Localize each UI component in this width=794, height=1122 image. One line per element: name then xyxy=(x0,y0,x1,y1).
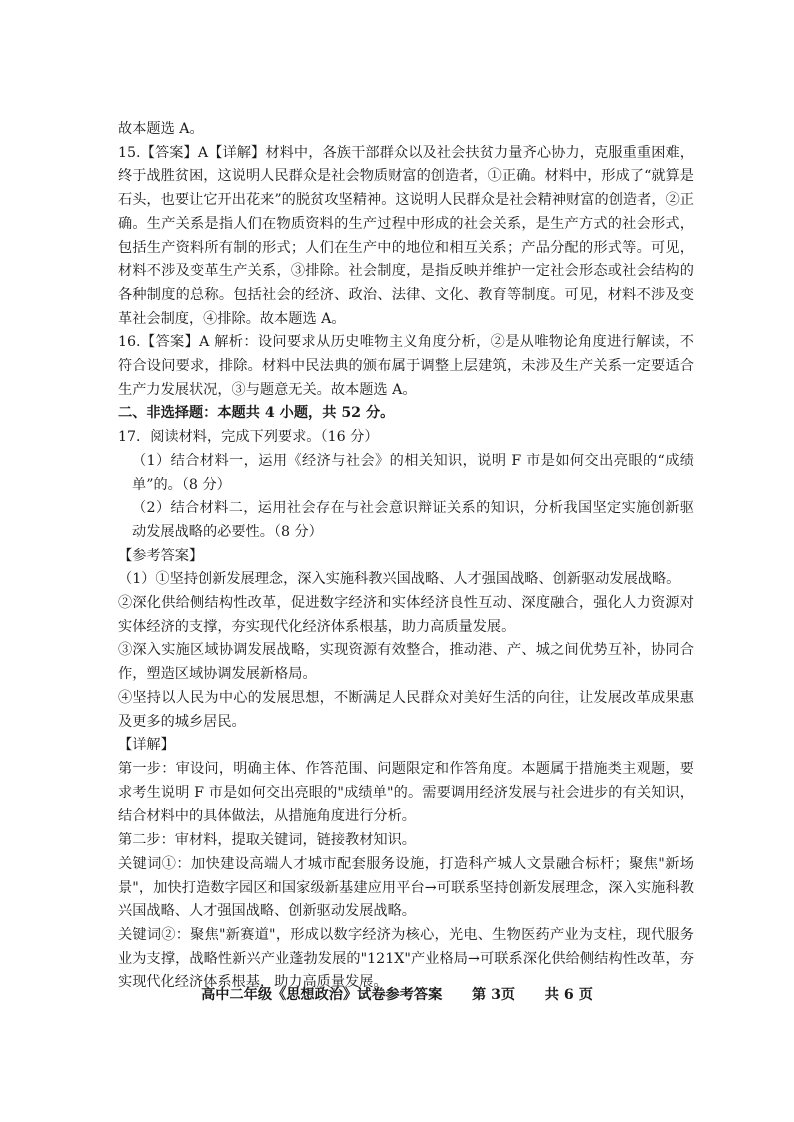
reference-answer-heading: 【参考答案】 xyxy=(118,547,204,564)
answer-point-1: （1）①坚持创新发展理念，深入实施科教兴国战略、人才强国战略、创新驱动发展战略。 xyxy=(118,571,681,588)
answer-point-2: ②深化供给侧结构性改革，促进数字经济和实体经济良性互动、深度融合，强化人力资源对实体经济的支撑，夯实现代化经济体系根基，助力高质量发展。 xyxy=(118,595,694,635)
footer-title: 高中二年级《思想政治》试卷参考答案 xyxy=(201,987,443,1003)
answer-point-4: ④坚持以人民为中心的发展思想，不断满足人民群众对美好生活的向往，让发展改革成果惠及更多的城乡居民。 xyxy=(118,689,694,730)
paragraph-answer-16: 16.【答案】A 解析：设问要求从历史唯物主义角度分析，②是从唯物论角度进行解读，不符合设问要求，排除。材料中民法典的颁布属于调整上层建筑，未涉及生产关系一定要适合生产力发展状况，③与题意无关。故本题选 A。 xyxy=(118,334,694,398)
answer-point-3: ③深入实施区域协调发展战略，实现资源有效整合，推动港、产、城之间优势互补，协同合作，塑造区域协调发展新格局。 xyxy=(118,642,694,683)
detail-heading: 【详解】 xyxy=(118,737,175,754)
paragraph-conclusion-14: 故本题选 A。 xyxy=(118,121,204,137)
detail-step-1: 第一步：审设问，明确主体、作答范围、问题限定和作答角度。本题属于措施类主观题，要求考生说明 F 市是如何交出亮眼的"成绩单"的。需要调用经济发展与社会进步的有关知识，结合材料中的具体做法，从措施角度进行分析。 xyxy=(118,760,694,825)
detail-step-2: 第二步：审材料，提取关键词，链接教材知识。 xyxy=(118,832,416,849)
footer-page-number: 第 3页 xyxy=(471,987,516,1003)
paragraph-answer-15: 15.【答案】A【详解】材料中，各族干部群众以及社会扶贫力量齐心协力，克服重重困难，终于战胜贫困，这说明人民群众是社会物质财富的创造者，①正确。材料中，形成了“就算是石头，也要让它开出花来”的脱贫攻坚精神。这说明人民群众是社会精神财富的创造者，②正确。生产关系是指人们在物质资料的生产过程中形成的社会关系，是生产方式的社会形式，包括生产资料所有制的形式；人们在生产中的地位和相互关系；产品分配的形式等。可见，材料不涉及变革生产关系，③排除。社会制度，是指反映并维护一定社会形态或社会结构的各种制度的总称。包括社会的经济、政治、法律、文化、教育等制度。可见，材料不涉及变革社会制度，④排除。故本题选 A。 xyxy=(118,144,694,327)
keyword-2: 关键词②：聚焦"新赛道"，形成以数字经济为核心，光电、生物医药产业为支柱，现代服务业为支撑，战略性新兴产业蓬勃发展的"121X"产业格局→可联系深化供给侧结构性改革，夯实现代化经济体系根基，助力高质量发展。 xyxy=(118,926,694,991)
question-17-part-1: （1）结合材料一，运用《经济与社会》的相关知识，说明 F 市是如何交出亮眼的“成绩单”的。（8 分） xyxy=(132,452,694,493)
keyword-1: 关键词①：加快建设高端人才城市配套服务设施，打造科产城人文景融合标杆；聚焦"新场景"，加快打造数字园区和国家级新基建应用平台→可联系坚持创新发展理念，深入实施科教兴国战略、人才强国战略、创新驱动发展战略。 xyxy=(118,855,694,920)
footer-page-total: 共 6 页 xyxy=(544,987,593,1003)
question-17-stem: 17．阅读材料，完成下列要求。（16 分） xyxy=(118,429,379,446)
page-footer xyxy=(0,984,794,1008)
question-17-part-2: （2）结合材料二，运用社会存在与社会意识辩证关系的知识，分析我国坚定实施创新驱动发展战略的必要性。（8 分） xyxy=(132,500,694,540)
section-heading-nonchoice: 二、非选择题：本题共 4 小题，共 52 分。 xyxy=(118,405,395,422)
